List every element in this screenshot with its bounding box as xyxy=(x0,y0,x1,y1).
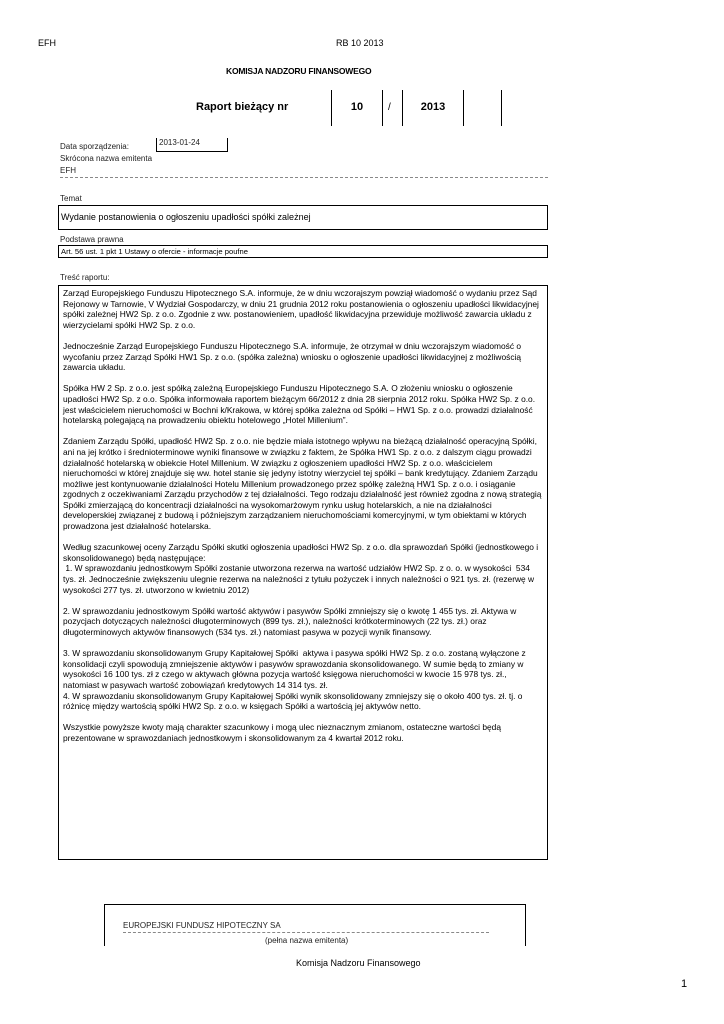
legal-basis-value: Art. 56 ust. 1 pkt 1 Ustawy o ofercie - informacje poufne xyxy=(61,247,248,256)
report-year: 2013 xyxy=(420,101,446,113)
report-extra-box xyxy=(464,90,502,126)
page-number: 1 xyxy=(681,978,688,990)
header-issuer: EFH xyxy=(38,38,56,48)
authority-title: KOMISJA NADZORU FINANSOWEGO xyxy=(226,66,372,76)
subject-label: Temat xyxy=(60,194,82,203)
short-name-line xyxy=(60,177,548,178)
report-paragraph: Zarząd Europejskiego Funduszu Hipotecznego S.A. informuje, że w dniu wczorajszym powziął wiadomość o wydaniu przez Sąd Rejonowy w Tarnowie, V Wydział Gospodarczy, w dniu 21 grudnia 2012 roku postanowienia o ogłoszeniu upadłości likwidacyjnej spółki zależnej HW2 Sp. z o.o. Zgodnie z ww. postanowieniem, upadłość likwidacyjna przewiduje możliwość zawarcia układu z wierzycielami spółki HW2 Sp. z o.o. xyxy=(63,288,542,330)
short-name-value: EFH xyxy=(60,166,76,175)
subject-value: Wydanie postanowienia o ogłoszeniu upadłości spółki zależnej xyxy=(61,212,311,222)
short-name-label: Skrócona nazwa emitenta xyxy=(60,154,153,163)
report-paragraph: 2. W sprawozdaniu jednostkowym Spółki wartość aktywów i pasywów Spółki zmniejszy się o kwotę 1 455 tys. zł. Aktywa w pozycjach dotyczących należności długoterminowych (899 tys. zł.), należności krótkoterminowych (22 tys. zł.) oraz długoterminowych aktywów finansowych (534 tys. zł.) natomiast pasywa w pozycji wynik finansowy. xyxy=(63,605,519,637)
report-number-box xyxy=(331,90,383,126)
footer-authority: Komisja Nadzoru Finansowego xyxy=(296,958,421,968)
issuer-name-caption: (pełna nazwa emitenta) xyxy=(265,936,349,945)
subject-box xyxy=(58,205,548,230)
report-separator: / xyxy=(388,102,391,113)
report-paragraph: Wszystkie powyższe kwoty mają charakter szacunkowy i mogą ulec nieznacznym zmianom, ostateczne wartości będą prezentowane w sprawozdaniach jednostkowym i skonsolidowanym za 4 kwartał 2012 roku. xyxy=(63,722,504,743)
report-paragraph: Według szacunkowej oceny Zarządu Spółki skutki ogłoszenia upadłości HW2 Sp. z o.o. dla sprawozdań Spółki (jednostkowego i skonsolidowanego) będą następujące: 1. W sprawozdaniu jednostkowym Spółki zostanie utworzona rezerwa na wartość udziałów HW2 Sp. z o. o. w wysokości 534 tys. zł. Jednocześnie zwiększeniu ulegnie rezerwa na należności z tytułu pożyczek i innych należności o 921 tys. zł. (rezerwę w wysokości 277 tys. zł. utworzono w kwietniu 2012) xyxy=(63,542,539,595)
issuer-name-line xyxy=(123,932,489,933)
report-year-box xyxy=(402,90,464,126)
legal-basis-label: Podstawa prawna xyxy=(60,235,124,244)
legal-basis-box xyxy=(58,245,548,258)
date-label: Data sporządzenia: xyxy=(60,142,129,151)
header-report-id: RB 10 2013 xyxy=(336,38,384,48)
content-label: Treść raportu: xyxy=(60,273,110,282)
report-paragraph: Spółka HW 2 Sp. z o.o. jest spółką zależną Europejskiego Funduszu Hipotecznego S.A. O złożeniu wniosku o ogłoszenie upadłości HW2 Sp. z o.o. Spółka informowała raportem bieżącym 66/2012 z dnia 28 sierpnia 2012 roku. Spółka HW2 Sp. z o.o. jest właścicielem nieruchomości w Bochni k/Krakowa, w której spółka zależna od Spółki – HW1 Sp. z o.o. prowadzi działalność hotelarską polegającą na prowadzeniu obiektu hotelowego „Hotel Millenium”. xyxy=(63,383,538,426)
issuer-full-name: EUROPEJSKI FUNDUSZ HIPOTECZNY SA xyxy=(123,921,281,930)
report-number: 10 xyxy=(350,101,364,113)
report-label: Raport bieżący nr xyxy=(196,101,289,113)
report-content-box xyxy=(58,285,548,860)
report-paragraph: Jednocześnie Zarząd Europejskiego Funduszu Hipotecznego S.A. informuje, że otrzymał w dniu wczorajszym wiadomość o wycofaniu przez Zarząd Spółki HW1 Sp. z o.o. (spółka zależna) wniosku o ogłoszenie upadłości likwidacyjnej z możliwością zawarcia układu. xyxy=(63,340,524,373)
report-paragraph: Zdaniem Zarządu Spółki, upadłość HW2 Sp. z o.o. nie będzie miała istotnego wpływu na bieżącą działalność operacyjną Spółki, ani na jej krótko i średnioterminowe wyniki finansowe w związku z faktem, że Spółka HW1 Sp. z o.o. z dalszym ciągu prowadzi działalność hotelarską w obiekcie Hotel Millenium. W związku z ogłoszeniem upadłości HW2 Sp. z o.o. właścicielem nieruchomości w której znajduje się ww. hotel stanie się jedyny istotny wierzyciel tej spółki – bank kredytujący. Zdaniem Zarządu możliwe jest kontynuowanie działalności Hotelu Millenium prowadzonego przez spółkę zależną HW1 Sp. z o.o. i osiąganie zgodnych z oczekiwaniami Zarządu przychodów z tej działalności. Tego rodzaju działalność jest również zgodna z nową strategią Spółki zmierzającą do koncentracji działalności na wysokomarżowym rynku usług hotelarskich, a nie na działalności developerskiej związanej z budową i późniejszym zarządzaniem nieruchomościami komercyjnymi, w tym obiektami w których prowadzona jest działalność hotelarska. xyxy=(63,436,544,532)
date-field xyxy=(156,138,228,152)
report-paragraph: 3. W sprawozdaniu skonsolidowanym Grupy Kapitałowej Spółki aktywa i pasywa spółki HW2 Sp. z o.o. zostaną wyłączone z konsolidacji czyli spowodują zmniejszenie aktywów i pasywów sprawozdania skonsolidowanego. W sumie będą to zmiany w wysokości 16 100 tys. zł z czego w aktywach główna pozycja wartość księgowa nieruchomości w kwocie 15 978 tys. zł., natomiast w pasywach wartość zobowiązań kredytowych 14 314 tys. zł. 4. W sprawozdaniu skonsolidowanym Grupy Kapitałowej Spółki wynik skonsolidowany zmniejszy się o około 400 tys. zł. tj. o różnicę między wartością spółki HW2 Sp. z o.o. w księgach Spółki a wartością jej aktywów netto. xyxy=(63,648,526,712)
date-value: 2013-01-24 xyxy=(159,138,200,147)
signature-block xyxy=(104,904,526,946)
